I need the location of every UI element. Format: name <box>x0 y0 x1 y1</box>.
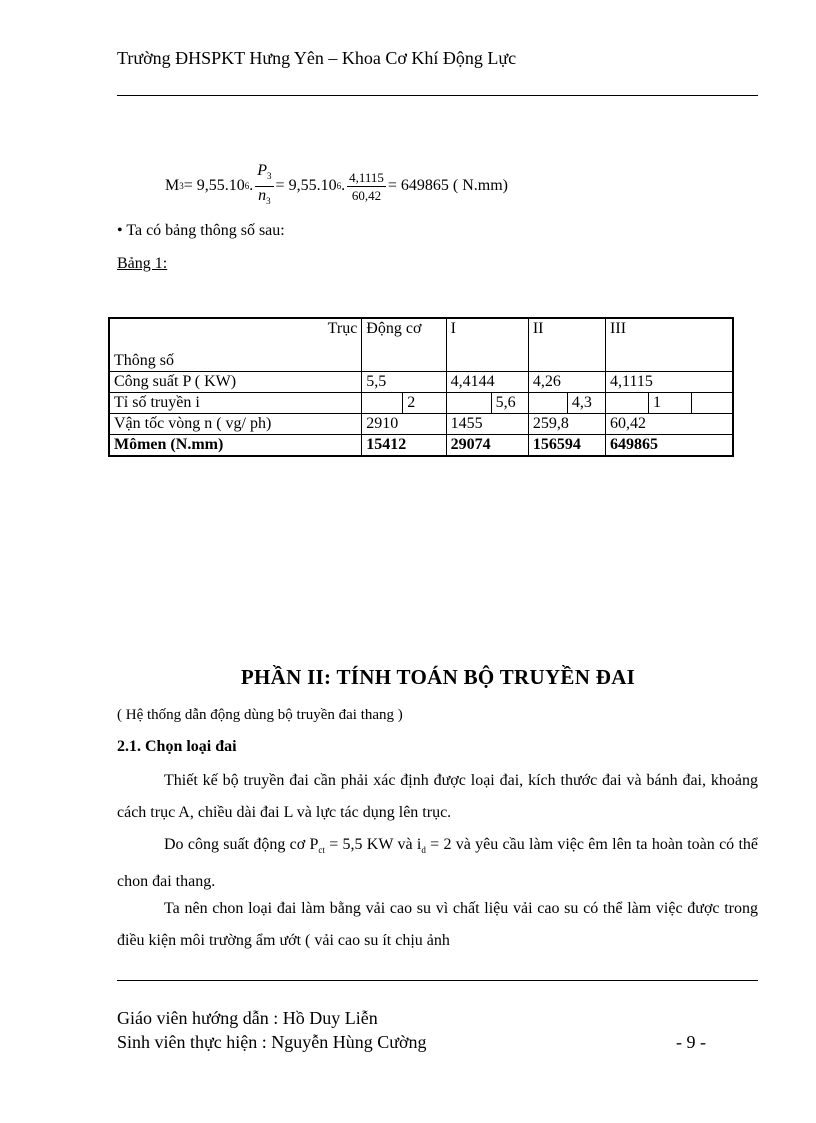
row-label: Công suất P ( KW) <box>109 372 362 393</box>
corner-param-label: Thông số <box>114 352 174 369</box>
ratio-value: 5,6 <box>491 393 516 413</box>
table-cell: 2910 <box>362 414 446 435</box>
table-cell: 4,4144 <box>446 372 528 393</box>
paragraph-3 <box>117 893 758 957</box>
paragraph-2 <box>117 829 758 898</box>
section-subtitle: ( Hệ thống dẫn động dùng bộ truyền đai thang ) <box>117 707 403 723</box>
ratio-cell <box>362 393 446 414</box>
row-label: Vận tốc vòng n ( vg/ ph) <box>109 414 362 435</box>
paragraph-1-text: Thiết kế bộ truyền đai cần phải xác định được loại đai, kích thước đai và bánh đai, khoảng cách trục A, chiều dài đai L và lực tác dụng lên trục. <box>117 772 758 821</box>
ratio-value: 2 <box>402 393 415 413</box>
formula-eq2: = 9,55.10 <box>275 177 337 194</box>
frac1-num-sub: 3 <box>267 171 272 182</box>
table-row <box>109 414 733 435</box>
table-title: Bảng 1: <box>117 255 168 272</box>
p2-text-a: Do công suất động cơ P <box>164 836 319 853</box>
table-cell: 15412 <box>362 435 446 457</box>
ratio-cell <box>606 393 733 414</box>
p2-sub-ct: ct <box>318 845 325 856</box>
table-intro-note: • Ta có bảng thông số sau: <box>117 222 285 239</box>
page-header-title: Trường ĐHSPKT Hưng Yên – Khoa Cơ Khí Động Lực <box>117 48 517 68</box>
ratio-cell <box>528 393 605 414</box>
parameter-table <box>108 317 734 457</box>
formula-exp2: 6 <box>336 181 342 191</box>
table-cell: 649865 <box>606 435 733 457</box>
ratio-value: 1 <box>648 393 691 413</box>
formula-dot2: . <box>341 177 346 194</box>
ratio-cell <box>446 393 528 414</box>
paragraph-3-text: Ta nên chon loại đai làm bằng vải cao su vì chất liệu vải cao su có thể làm việc được trong điều kiện môi trường ẩm ướt ( vải cao su ít chịu ảnh <box>117 900 758 949</box>
table-cell: 4,1115 <box>606 372 733 393</box>
p2-text-c: = 2 và yêu cầu làm việc êm lên ta hoàn toàn có thể chon đai thang. <box>117 836 759 891</box>
subsection-heading: 2.1. Chọn loại đai <box>117 738 237 755</box>
table-cell: 60,42 <box>606 414 733 435</box>
formula-eq1: = 9,55.10 <box>183 177 245 194</box>
frac2-num: 4,1115 <box>349 169 384 185</box>
formula-lhs-sub: 3 <box>179 181 184 191</box>
table-cell: 4,26 <box>528 372 605 393</box>
table-cell: 259,8 <box>528 414 605 435</box>
footer-rule <box>117 980 758 981</box>
ratio-value: 4,3 <box>567 393 592 413</box>
formula-dot1: . <box>249 177 254 194</box>
footer-student: Sinh viên thực hiện : Nguyễn Hùng Cường <box>117 1032 427 1052</box>
column-header: II <box>528 318 605 372</box>
frac2-den: 60,42 <box>351 187 382 203</box>
formula-lhs: M <box>165 177 180 194</box>
frac1-den: n <box>258 186 267 204</box>
formula-fraction-1 <box>255 162 273 209</box>
table-cell: 156594 <box>528 435 605 457</box>
section-title: PHẦN II: TÍNH TOÁN BỘ TRUYỀN ĐAI <box>240 665 636 689</box>
table-cell: 1455 <box>446 414 528 435</box>
table-corner-cell <box>109 318 362 372</box>
frac1-den-sub: 3 <box>266 195 271 206</box>
footer-teacher: Giáo viên hướng dẫn : Hồ Duy Liễn <box>117 1008 378 1028</box>
row-label: Mômen (N.mm) <box>109 435 362 457</box>
p2-text-b: = 5,5 KW và i <box>324 836 422 853</box>
formula-fraction-2 <box>347 169 386 204</box>
paragraph-1 <box>117 765 758 829</box>
row-label: Tỉ số truyền i <box>109 393 362 414</box>
header-rule <box>117 95 758 96</box>
table-row <box>109 393 733 414</box>
frac1-num: P <box>257 162 268 180</box>
page-number: - 9 - <box>676 1032 706 1052</box>
table-header-row <box>109 318 733 372</box>
table-row <box>109 435 733 457</box>
corner-shaft-label: Trục <box>327 320 358 337</box>
table-cell: 29074 <box>446 435 528 457</box>
p2-sub-d: d <box>421 845 426 856</box>
formula-result: = 649865 ( N.mm) <box>387 177 508 194</box>
column-header: I <box>446 318 528 372</box>
table-cell: 5,5 <box>362 372 446 393</box>
moment-formula <box>165 164 508 208</box>
formula-exp1: 6 <box>244 181 250 191</box>
table-row <box>109 372 733 393</box>
column-header: III <box>606 318 733 372</box>
column-header: Động cơ <box>362 318 446 372</box>
